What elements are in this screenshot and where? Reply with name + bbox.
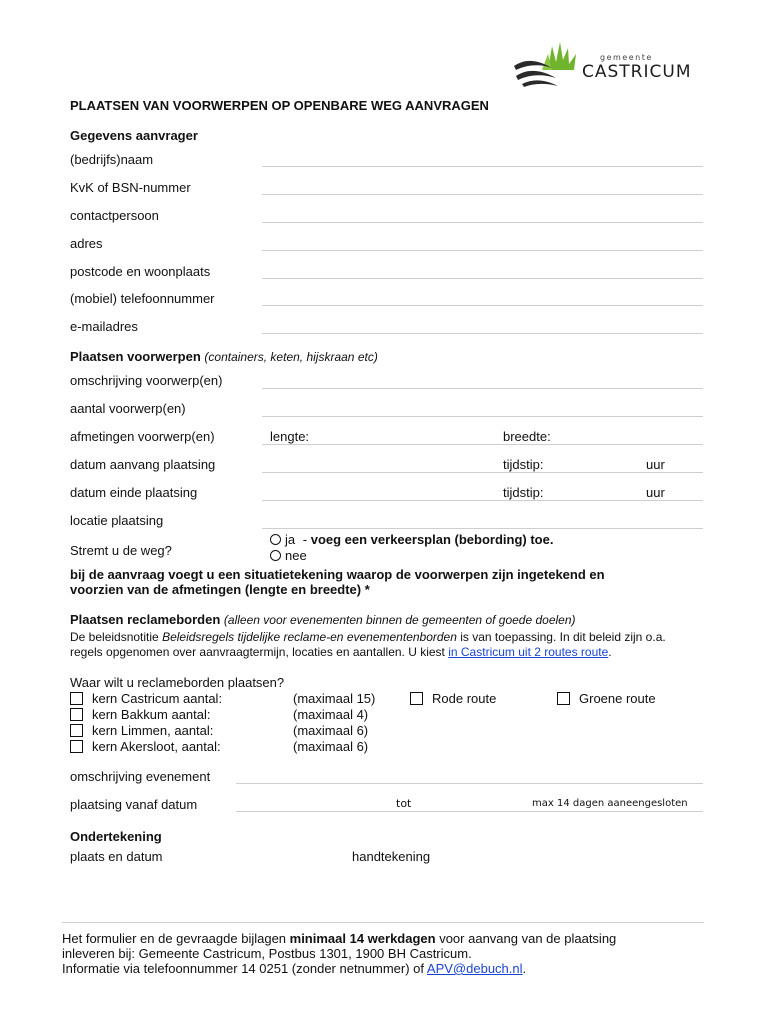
footer-line3-end: . (522, 961, 527, 976)
footer-divider (62, 922, 704, 923)
signs-question: Waar wilt u reclameborden plaatsen? (70, 675, 285, 690)
max-days-note: max 14 dagen aaneengesloten (532, 798, 688, 809)
field-input-dimensions[interactable] (262, 444, 703, 445)
option-castricum-max: (maximaal 15) (293, 691, 376, 706)
checkbox-akersloot[interactable] (70, 740, 83, 753)
footer-line2: inleveren bij: Gemeente Castricum, Postbus 1301, 1900 BH Castricum. (62, 946, 472, 961)
policy-end: . (608, 645, 612, 659)
objects-heading-row (70, 349, 378, 364)
option-akersloot-max: (maximaal 6) (293, 739, 369, 754)
policy-name: Beleidsregels tijdelijke reclame-en evenementenborden (162, 630, 457, 644)
field-input-end-date[interactable] (262, 500, 703, 501)
radio-no-option[interactable] (270, 548, 307, 563)
applicant-heading: Gegevens aanvrager (70, 128, 198, 143)
field-input-contact[interactable] (262, 222, 703, 223)
routes-link[interactable]: in Castricum uit 2 routes route (448, 645, 609, 659)
policy-line2 (70, 645, 612, 659)
field-label-name: (bedrijfs)naam (70, 152, 154, 167)
field-label-contact: contactpersoon (70, 208, 159, 223)
field-label-placement-from: plaatsing vanaf datum (70, 797, 198, 812)
field-label-object-description: omschrijving voorwerp(en) (70, 373, 223, 388)
red-route-label: Rode route (432, 691, 497, 706)
castricum-logo (512, 40, 712, 90)
field-label-postcode: postcode en woonplaats (70, 264, 211, 279)
field-input-postcode[interactable] (262, 278, 703, 279)
obstruct-question: Stremt u de weg? (70, 543, 172, 558)
field-input-kvk[interactable] (262, 194, 703, 195)
signs-heading-row (70, 612, 576, 627)
place-date-label: plaats en datum (70, 849, 163, 864)
end-time-label: tijdstip: (503, 485, 544, 500)
policy-line1 (70, 630, 666, 644)
radio-yes-dash: - (302, 532, 308, 547)
objects-heading-note: (containers, keten, hijskraan etc) (204, 350, 378, 364)
field-input-object-description[interactable] (262, 388, 703, 389)
signature-label: handtekening (352, 849, 431, 864)
field-input-phone[interactable] (262, 305, 703, 306)
start-hour-label: uur (646, 457, 665, 472)
policy-line2-text: regels opgenomen over aanvraagtermijn, locaties en aantallen. U kiest (70, 645, 449, 659)
start-time-label: tijdstip: (503, 457, 544, 472)
signs-heading: Plaatsen reclameborden (70, 612, 221, 627)
option-bakkum-label: kern Bakkum aantal: (92, 707, 211, 722)
field-input-name[interactable] (262, 166, 703, 167)
checkbox-castricum[interactable] (70, 692, 83, 705)
footer-line1-bold: minimaal 14 werkdagen (289, 931, 436, 946)
end-hour-label: uur (646, 485, 665, 500)
radio-no[interactable] (270, 550, 281, 561)
green-route-label: Groene route (579, 691, 656, 706)
policy-prefix: De beleidsnotitie (70, 630, 163, 644)
radio-yes[interactable] (270, 534, 281, 545)
until-label: tot (396, 797, 412, 810)
logo-name: CASTRICUM (582, 62, 692, 82)
checkbox-bakkum[interactable] (70, 708, 83, 721)
policy-suffix: is van toepassing. In dit beleid zijn o.a. (456, 630, 666, 644)
option-akersloot-label: kern Akersloot, aantal: (92, 739, 221, 754)
length-label: lengte: (270, 429, 310, 444)
situation-note-line2: voorzien van de afmetingen (lengte en breedte) * (70, 582, 370, 597)
field-input-email[interactable] (262, 333, 703, 334)
footer-email-link[interactable]: APV@debuch.nl (426, 961, 523, 976)
logo-emblem-icon (512, 40, 592, 88)
field-input-address[interactable] (262, 250, 703, 251)
field-input-location[interactable] (262, 528, 703, 529)
field-label-email: e-mailadres (70, 319, 138, 334)
option-castricum-label: kern Castricum aantal: (92, 691, 223, 706)
field-label-event-description: omschrijving evenement (70, 769, 211, 784)
checkbox-limmen[interactable] (70, 724, 83, 737)
option-limmen-label: kern Limmen, aantal: (92, 723, 214, 738)
option-bakkum-max: (maximaal 4) (293, 707, 369, 722)
field-label-location: locatie plaatsing (70, 513, 164, 528)
field-label-address: adres (70, 236, 103, 251)
radio-yes-option[interactable] (270, 532, 553, 547)
signs-heading-note: (alleen voor evenementen binnen de gemeenten of goede doelen) (223, 613, 576, 627)
objects-heading: Plaatsen voorwerpen (70, 349, 201, 364)
footer-line1-suffix: voor aanvang van de plaatsing (435, 931, 617, 946)
field-label-dimensions: afmetingen voorwerp(en) (70, 429, 215, 444)
field-label-object-count: aantal voorwerp(en) (70, 401, 186, 416)
checkbox-red-route[interactable] (410, 692, 423, 705)
footer-line3 (62, 961, 526, 976)
footer-line1 (62, 931, 616, 946)
field-input-event-description[interactable] (236, 783, 703, 784)
radio-yes-note: voeg een verkeersplan (bebording) toe. (310, 532, 554, 547)
field-label-start-date: datum aanvang plaatsing (70, 457, 216, 472)
logo-small-text: gemeente (600, 53, 653, 62)
signature-heading: Ondertekening (70, 829, 162, 844)
footer-line3-prefix: Informatie via telefoonnummer 14 0251 (zonder netnummer) of (62, 961, 427, 976)
width-label: breedte: (503, 429, 551, 444)
field-label-kvk: KvK of BSN-nummer (70, 180, 191, 195)
field-input-object-count[interactable] (262, 416, 703, 417)
field-input-placement-from[interactable] (236, 811, 703, 812)
option-limmen-max: (maximaal 6) (293, 723, 369, 738)
radio-yes-label: ja (285, 532, 296, 547)
checkbox-green-route[interactable] (557, 692, 570, 705)
field-input-start-date[interactable] (262, 472, 703, 473)
field-label-end-date: datum einde plaatsing (70, 485, 198, 500)
footer-line1-prefix: Het formulier en de gevraagde bijlagen (62, 931, 290, 946)
field-label-phone: (mobiel) telefoonnummer (70, 291, 215, 306)
page-title: PLAATSEN VAN VOORWERPEN OP OPENBARE WEG AANVRAGEN (70, 98, 489, 113)
situation-note-line1: bij de aanvraag voegt u een situatietekening waarop de voorwerpen zijn ingetekend en (70, 567, 605, 582)
radio-no-label: nee (285, 548, 307, 563)
